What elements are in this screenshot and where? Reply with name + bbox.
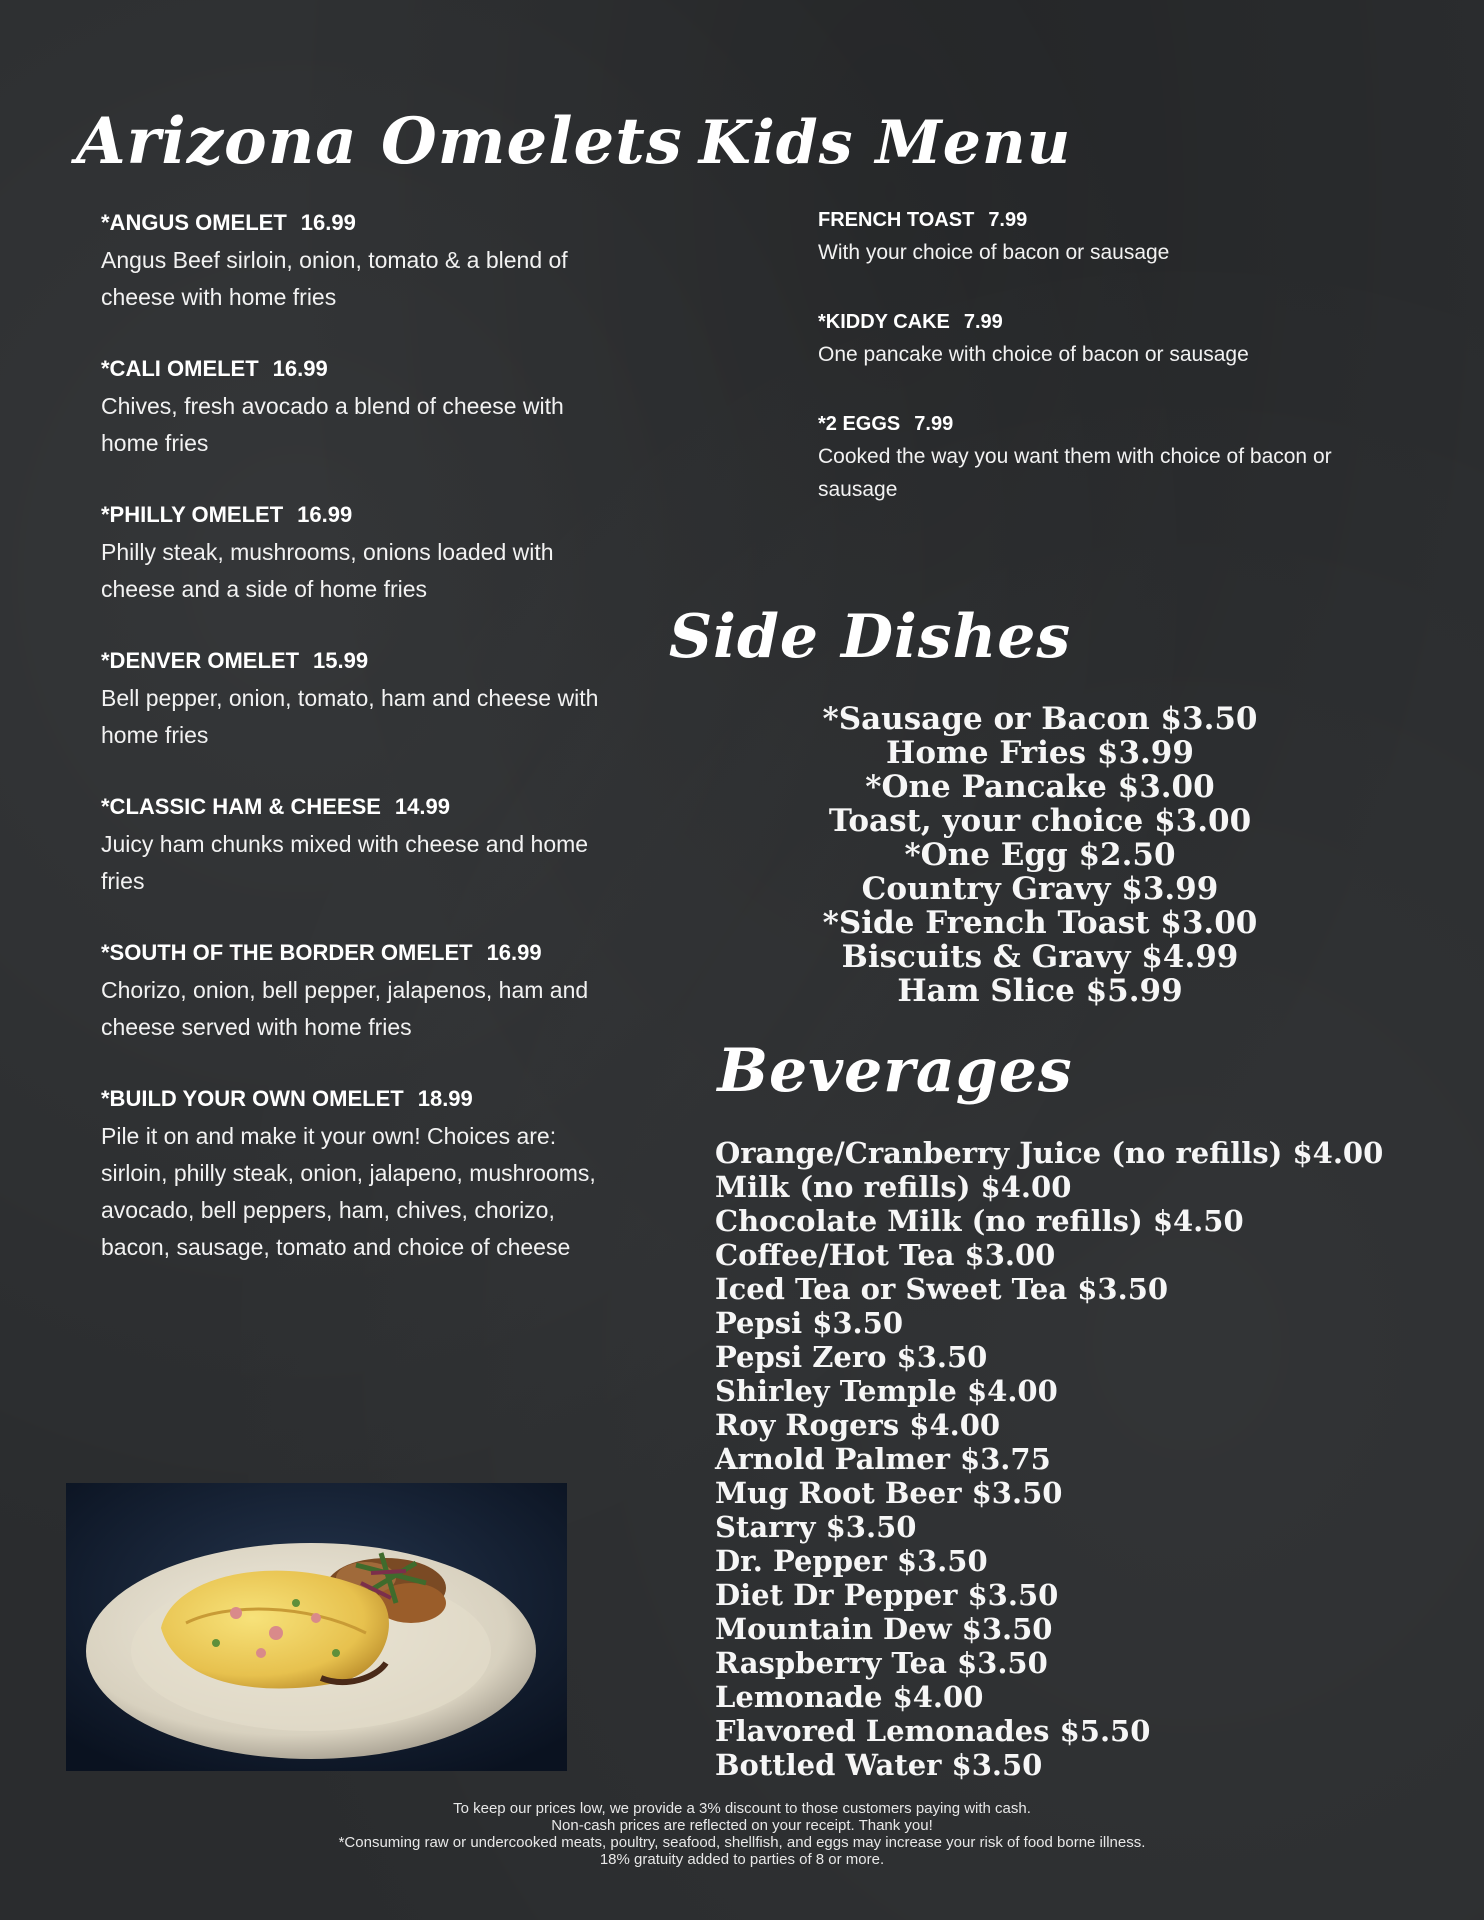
item-description: Cooked the way you want them with choice of bacon or sausage — [818, 445, 1332, 501]
list-item: Bottled Water $3.50 — [715, 1748, 1043, 1782]
footer-line: 18% gratuity added to parties of 8 or more. — [599, 1851, 885, 1868]
list-item: Roy Rogers $4.00 — [715, 1408, 1001, 1442]
item-name: *DENVER OMELET — [101, 648, 300, 673]
list-item: *One Pancake $3.00 — [865, 769, 1215, 805]
item-name: *CALI OMELET — [101, 356, 259, 381]
list-item: Orange/Cranberry Juice (no refills) $4.00 — [715, 1136, 1384, 1170]
omelets-list — [101, 210, 621, 1306]
item-description: One pancake with choice of bacon or sausage — [818, 343, 1249, 366]
list-item: Arnold Palmer $3.75 — [715, 1442, 1051, 1476]
item-name: *2 EGGS — [818, 413, 901, 435]
item-name: *ANGUS OMELET — [101, 210, 287, 235]
menu-item — [101, 1086, 621, 1266]
list-item: Biscuits & Gravy $4.99 — [841, 939, 1239, 975]
omelets-title: Arizona Omelets — [76, 104, 683, 179]
item-name: *PHILLY OMELET — [101, 502, 284, 527]
list-item: Country Gravy $3.99 — [861, 871, 1219, 907]
footer-line: Non-cash prices are reflected on your receipt. Thank you! — [551, 1817, 933, 1834]
list-item: *One Egg $2.50 — [904, 837, 1176, 873]
menu-item — [101, 940, 621, 1046]
list-item: Shirley Temple $4.00 — [715, 1374, 1058, 1408]
item-name: FRENCH TOAST — [818, 209, 975, 231]
item-price: 14.99 — [394, 794, 450, 819]
item-name: *SOUTH OF THE BORDER OMELET — [101, 940, 473, 965]
list-item: Chocolate Milk (no refills) $4.50 — [715, 1204, 1244, 1238]
menu-item — [818, 413, 1358, 506]
list-item: *Sausage or Bacon $3.50 — [822, 701, 1258, 737]
menu-item — [101, 794, 621, 900]
item-price: 16.99 — [300, 210, 356, 235]
list-item: Toast, your choice $3.00 — [828, 803, 1252, 839]
item-description: Chorizo, onion, bell pepper, jalapenos, ham and cheese served with home fries — [101, 977, 589, 1040]
list-item: Flavored Lemonades $5.50 — [715, 1714, 1151, 1748]
omelet-photo — [66, 1483, 567, 1771]
omelet-plate-image — [66, 1483, 567, 1771]
menu-item — [818, 209, 1358, 269]
list-item: *Side French Toast $3.00 — [822, 905, 1258, 941]
item-name: *CLASSIC HAM & CHEESE — [101, 794, 381, 819]
list-item: Ham Slice $5.99 — [897, 973, 1183, 1009]
item-description: With your choice of bacon or sausage — [818, 241, 1170, 264]
list-item: Pepsi Zero $3.50 — [715, 1340, 988, 1374]
kids-menu-list — [818, 209, 1358, 548]
list-item: Pepsi $3.50 — [715, 1306, 904, 1340]
menu-item — [101, 648, 621, 754]
menu-item — [101, 356, 621, 462]
menu-item — [101, 502, 621, 608]
list-item: Home Fries $3.99 — [886, 735, 1194, 771]
item-description: Chives, fresh avocado a blend of cheese with home fries — [101, 393, 564, 456]
item-price: 7.99 — [914, 413, 954, 435]
item-name: *KIDDY CAKE — [818, 311, 950, 333]
menu-item — [818, 311, 1358, 371]
side-dishes-list — [760, 702, 1320, 1008]
list-item: Lemonade $4.00 — [715, 1680, 984, 1714]
item-price: 7.99 — [963, 311, 1003, 333]
list-item: Mountain Dew $3.50 — [715, 1612, 1053, 1646]
beverages-title: Beverages — [717, 1036, 1073, 1106]
beverages-list — [715, 1136, 1455, 1782]
item-price: 7.99 — [988, 209, 1028, 231]
item-description: Bell pepper, onion, tomato, ham and cheese with home fries — [101, 685, 599, 748]
list-item: Diet Dr Pepper $3.50 — [715, 1578, 1059, 1612]
item-description: Philly steak, mushrooms, onions loaded with cheese and a side of home fries — [101, 539, 554, 602]
item-price: 16.99 — [486, 940, 542, 965]
kids-menu-title: Kids Menu — [698, 108, 1072, 178]
item-price: 16.99 — [272, 356, 328, 381]
list-item: Raspberry Tea $3.50 — [715, 1646, 1048, 1680]
list-item: Dr. Pepper $3.50 — [715, 1544, 988, 1578]
item-name: *BUILD YOUR OWN OMELET — [101, 1086, 404, 1111]
item-price: 18.99 — [417, 1086, 473, 1111]
footer-line: To keep our prices low, we provide a 3% discount to those customers paying with cash. — [453, 1800, 1031, 1817]
list-item: Starry $3.50 — [715, 1510, 917, 1544]
item-description: Angus Beef sirloin, onion, tomato & a blend of cheese with home fries — [101, 247, 568, 310]
list-item: Coffee/Hot Tea $3.00 — [715, 1238, 1056, 1272]
list-item: Milk (no refills) $4.00 — [715, 1170, 1072, 1204]
menu-item — [101, 210, 621, 316]
item-description: Pile it on and make it your own! Choices are: sirloin, philly steak, onion, jalapeno, mushrooms, avocado, bell peppers, ham, chives, chorizo, bacon, sausage, tomato and choice of cheese — [101, 1123, 596, 1260]
footer-notes — [200, 1800, 1284, 1868]
item-price: 15.99 — [313, 648, 369, 673]
item-description: Juicy ham chunks mixed with cheese and home fries — [101, 831, 589, 894]
side-dishes-title: Side Dishes — [668, 602, 1072, 672]
item-price: 16.99 — [297, 502, 353, 527]
list-item: Iced Tea or Sweet Tea $3.50 — [715, 1272, 1169, 1306]
footer-line: *Consuming raw or undercooked meats, poultry, seafood, shellfish, and eggs may increase your risk of food borne illness. — [338, 1834, 1146, 1851]
list-item: Mug Root Beer $3.50 — [715, 1476, 1063, 1510]
